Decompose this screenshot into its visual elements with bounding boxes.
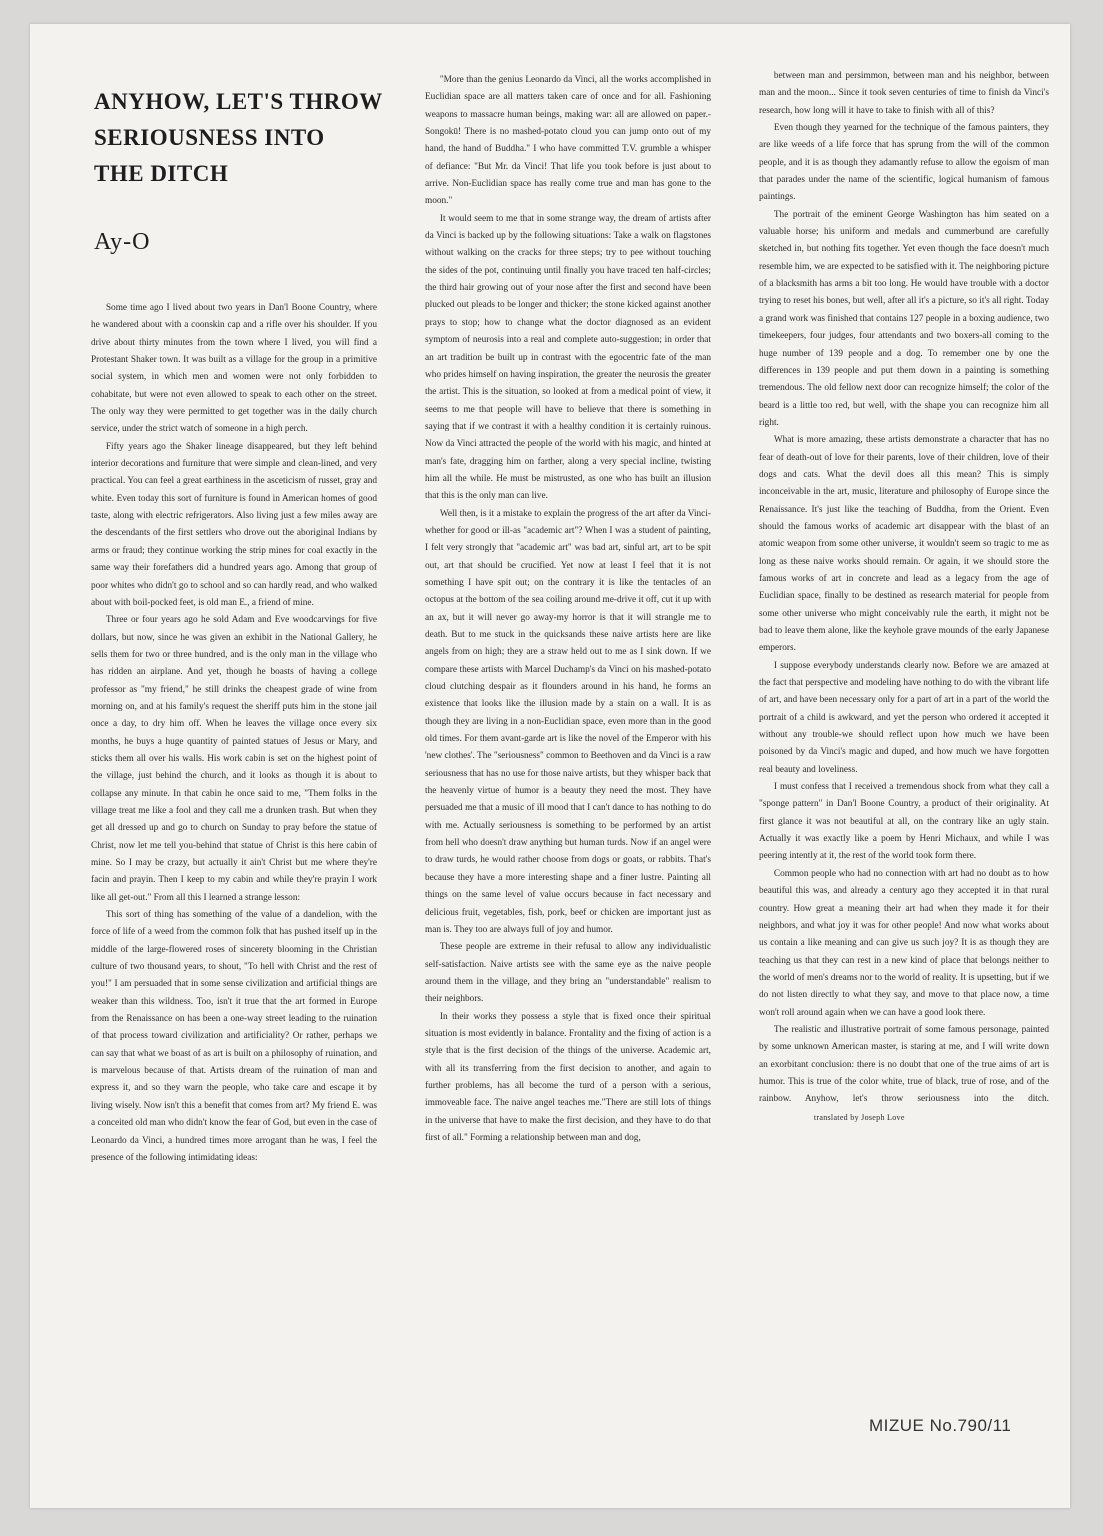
translator-credit: translated by Joseph Love	[813, 1112, 905, 1122]
author-name: Ay-O	[94, 229, 151, 255]
paragraph: It would seem to me that in some strange way, the dream of artists after da Vinci is backed up by the following situations: Take a walk on flagstones without walking on the cracks for three steps; try to pee without touching the sides of the pot, continuing until finally you have traced ten half-circles; the third hair growing out of your nose after the first and second have been plucked out pleads to be longer and thicker; the stone kicked against another prays to stop; how to change what the doctor diagnosed as an evident symptom of neurosis into a real and complete auto-suggestion; in order that an art tradition be built up in contrast with the egocentric fate of the man who prides himself on having inspiration, the greater the neurosis the greater the artist. This is the situation, so looked at from a medical point of view, it seems to me that people will have to believe that there is something in saying that if we contrast it with a healthy condition it is certainly ruinous. Now da Vinci attracted the people of the world with his magic, and hinted at man's fate, dragging him on farther, along a very special incline, twisting him all the while. He must be mistrusted, as one who has built an illusion that this is the only man can live.	[425, 213, 711, 502]
paragraph: between man and persimmon, between man and his neighbor, between man and the moon... Since it took seven centuries of time to finish da Vinci's research, how long will it have to take to finish with all of this?	[759, 71, 1049, 116]
magazine-page	[30, 24, 1070, 1508]
paragraph: In their works they possess a style that is fixed once their spiritual situation is most evidently in balance. Frontality and the fixing of action is a style that is the first decision of the things of the universe. Academic art, with all its transferring from the first decision to another, and again to further problems, has all become the turd of a person with a serious, immoveable face. The naive angel teaches me."There are still lots of things in the universe that have to make the first decision, and they have to do that first of all." Forming a relationship between man and dog,	[425, 1011, 711, 1143]
paragraph: This sort of thing has something of the value of a dandelion, with the force of life of a weed from the common folk that has pushed itself up in the middle of the large-flowered roses of sincerety blooming in the Christian culture of two thousand years, to shout, "To hell with Christ and the rest of you!" I am persuaded that in some sense civilization and artificial things are weaker than this wildness. Too, isn't it true that the art formed in Europe from the Renaissance on has been a one-way street leading to the ruination of that process toward civilization and artificiality? Or rather, perhaps we can say that what we boast of as art is built on a philosophy of ruination, and is marvelous because of that. Artists dream of the ruination of man and express it, and so they warn the people, who take care and escape it by living wisely. Now isn't this a benefit that comes from art? My friend E. was a conceited old man who didn't know the fear of God, but even in the case of Leonardo da Vinci, a hundred times more arrogant than he was, I feel the presence of the following intimidating ideas:	[91, 910, 377, 1163]
paragraph: Even though they yearned for the technique of the famous painters, they are like weeds of a life force that has sprung from the will of the common people, and it is as though they adamantly refuse to allow the egoism of man that parades under the name of the scientific, logical humanism of famous paintings.	[759, 123, 1049, 203]
page-folio: MIZUE No.790/11	[869, 1416, 1012, 1435]
paragraph: These people are extreme in their refusal to allow any individualistic self-satisfaction. Naive artists see with the same eye as the naive people around them in the village, and they bring an "understandable" realism to their neighbors.	[425, 942, 711, 1005]
title-line: SERIOUSNESS INTO	[94, 125, 325, 150]
text-column-3	[759, 68, 1049, 1458]
paragraph: Common people who had no connection with art had no doubt as to how beautiful this was, and already a century ago they accepted it in that rural country. How great a meaning their art had when they made it for their neighbors, and what joy it was for other people! And now what works about us contain a like meaning and can give us such joy? It is as though they are teaching us that they can rest in a new kind of place that belongs neither to the world of men's dreams nor to the world of reality. It is upsetting, but if we do not listen directly to what they say, and move to that place now, a time won't roll around again when we can have a good look there.	[759, 868, 1049, 1018]
text-column-1	[91, 300, 377, 1500]
paragraph: "More than the genius Leonardo da Vinci, all the works accomplished in Euclidian space are all matters taken care of once and for all. Fashioning weapons to massacre human beings, making war: all are allowed on paper.-Songokū! There is no mashed-potato cloud you can jump onto out of my hand, the hand of Buddha." I who have committed T.V. grumble a whisper of defiance: "But Mr. da Vinci! That life you took before is just about to arrive. Non-Euclidian space has really come true and man has gone to the moon."	[425, 75, 711, 207]
paragraph: Three or four years ago he sold Adam and Eve woodcarvings for five dollars, but now, since he was given an exhibit in the National Gallery, he sells them for two or three hundred, and is the only man in the village who has ridden an airplane. And yet, though he boasts of having a college professor as "my friend," he still drinks the cheapest grade of wine from morning on, and at his family's request the sheriff puts him in the stone jail once a day, to dry him off. When he leaves the village once every six months, he buys a huge quantity of painted statues of Jesus or Mary, and sticks them all over his walls. His work cabin is set on the highest point of the village, just behind the church, and it looks as though it is about to collapse any minute. In that cabin he once said to me, "Them folks in the village treat me like a fool and they call me a drunken trash. But when they get all dressed up and go to church on Sunday to pray before the statue of Christ, now let me tell you-behind that statue of Christ is this here cabin of mine. So I may be crazy, but actually it ain't Christ but me where they're facin and prayin. Then I keep to my cabin and while they're prayin I work like all get-out." From all this I learned a strange lesson:	[91, 615, 377, 903]
paragraph: Some time ago I lived about two years in Dan'l Boone Country, where he wandered about with a coonskin cap and a rifle over his shoulder. If you drive about thirty minutes from the town where I lived, you will find a Protestant Shaker town. It was built as a village for the group in a primitive social system, in which men and women were not only forbidden to cohabitate, but were not even allowed to speak to each other on the street. The only way they were permitted to get together was in the daily church service, under the strict watch of someone in a high perch.	[91, 303, 377, 435]
paragraph: What is more amazing, these artists demonstrate a character that has no fear of death-out of love for their parents, love of their children, love of their dogs and cats. What the devil does all this mean? This is simply inconceivable in the art, music, literature and philosophy of Europe since the Renaissance. It's just like the teaching of Buddha, from the Orient. Even should the famous works of academic art disappear with the blast of an atomic weapon from some other universe, it wouldn't seem so tragic to me as long as these naive works should remain. Or again, it we should store the famous works of art in concrete and lead as a legacy from the age of Euclidian space, finally to be destined as research material for people from some other universe who might conceivably rule the earth, it might not be bad to leave them alone, like the keyhole grave mounds of the early Japanese emperors.	[759, 435, 1049, 654]
paragraph: Well then, is it a mistake to explain the progress of the art after da Vinci-whether for good or ill-as "academic art"? When I was a student of painting, I felt very strongly that "academic art" was bad art, sinful art, art to be spit out, art that should be crucified. Yet now at least I feel that it is not something I have spit out; on the contrary it is like the tentacles of an octopus at the bottom of the sea coiling around me-drive it off, cut it up with an ax, but it will never go away-my horror is that it will strangle me to death. But to me stuck in the quicksands these naive artists here are like angels from on high; they are a straw held out to me as I sink down. If we compare these artists with Marcel Duchamp's da Vinci on his mashed-potato cloud clutching despair as it flounders around in his hand, he forms an existence that looks like the illusion made by a stain on a wall. It is as though they are living in a non-Euclidian space, even more than in the good old times. For them avant-garde art is like the novel of the Emperor with his 'new clothes'. The "seriousness" common to Beethoven and da Vinci is a raw seriousness that has no use for those naive artists, but they whisper back that the heavenly virtue of humor is a beauty they need the most. They have persuaded me that a music of ill mood that I can't dance to has nothing to do with me. Actually seriousness is something to be performed by an artist from hell who doesn't draw anything but human turds. Now if an angel were to draw turds, he would rather choose from dogs or goats, or rabbits. That's because they have a more interesting shape and a finer lustre. Painting all things on the same level of value occurs because in fact necessary and delicious fruit, vegetables, fish, pork, beef or chicken are important just as man is. They too are always full of joy and humor.	[425, 508, 711, 935]
paragraph: I must confess that I received a tremendous shock from what they call a "sponge pattern" in Dan'l Boone Country, a product of their originality. At first glance it was not beautiful at all, on the contrary like an ugly stain. Actually it was exactly like a poem by Henri Michaux, and while I was peering intently at it, the rest of the world took form there.	[759, 782, 1049, 862]
article-title	[94, 84, 394, 192]
paragraph: Fifty years ago the Shaker lineage disappeared, but they left behind interior decorations and furniture that were simple and clean-lined, and very practical. You can feel a great earthiness in the asceticism of russet, gray and white. Even today this sort of furniture is found in American homes of good taste, along with electric refrigerators. Also living just a few miles away are the descendants of the first settlers who drove out the aboriginal Indians by arms or fraud; they continue working the strip mines for coal exactly in the same way their forefathers did a hundred years ago. Among that group of poor whites who didn't go to school and so can hardly read, and who walked about with boil-pocked feet, is old man E., a friend of mine.	[91, 441, 377, 608]
title-line: ANYHOW, LET'S THROW	[94, 89, 383, 114]
title-line: THE DITCH	[94, 161, 229, 186]
paragraph: I suppose everybody understands clearly now. Before we are amazed at the fact that perspective and modeling have nothing to do with the vibrant life of art, and have been necessary only for a part of art in a part of the world the portrait of a child is awkward, and yet the person who ordered it accepted it without any trouble-we should reflect upon how much we have been poisoned by da Vinci's magic and duped, and how much we have forgotten real beauty and loveliness.	[759, 660, 1049, 775]
text-column-2	[425, 72, 711, 1492]
paragraph: The portrait of the eminent George Washington has him seated on a valuable horse; his uniform and medals and cummerbund are carefully sketched in, but nothing fits together. Yet even though the face doesn't much resemble him, we are expected to be satisfied with it. The neighboring picture of a blacksmith has arms a bit too long. He would have trouble with a doctor trying to reset his bones, but well, after all it's a picture, so it's all right. Today a grand work was finished that contains 127 people in a boxing audience, two timekeepers, four judges, four attendants and two boxers-all coming to the huge number of 139 people and a dog. To remember one by one the differences in 139 people and put them down in a painting is something tremendous. The old fellow next door can recognize himself; the color of the beard is a little too red, but well, with the shape you can recognize him all right.	[759, 209, 1049, 428]
paragraph-final	[759, 1022, 1049, 1127]
paragraph-final-text: The realistic and illustrative portrait of some famous personage, painted by some unknown American master, is staring at me, and I will write down an exorbitant conclusion: there is no doubt that one of the true aims of art is humor. This is true of the color white, true of black, true of rose, and of the rainbow. Anyhow, let's throw seriousness into the ditch.	[759, 1024, 1049, 1105]
